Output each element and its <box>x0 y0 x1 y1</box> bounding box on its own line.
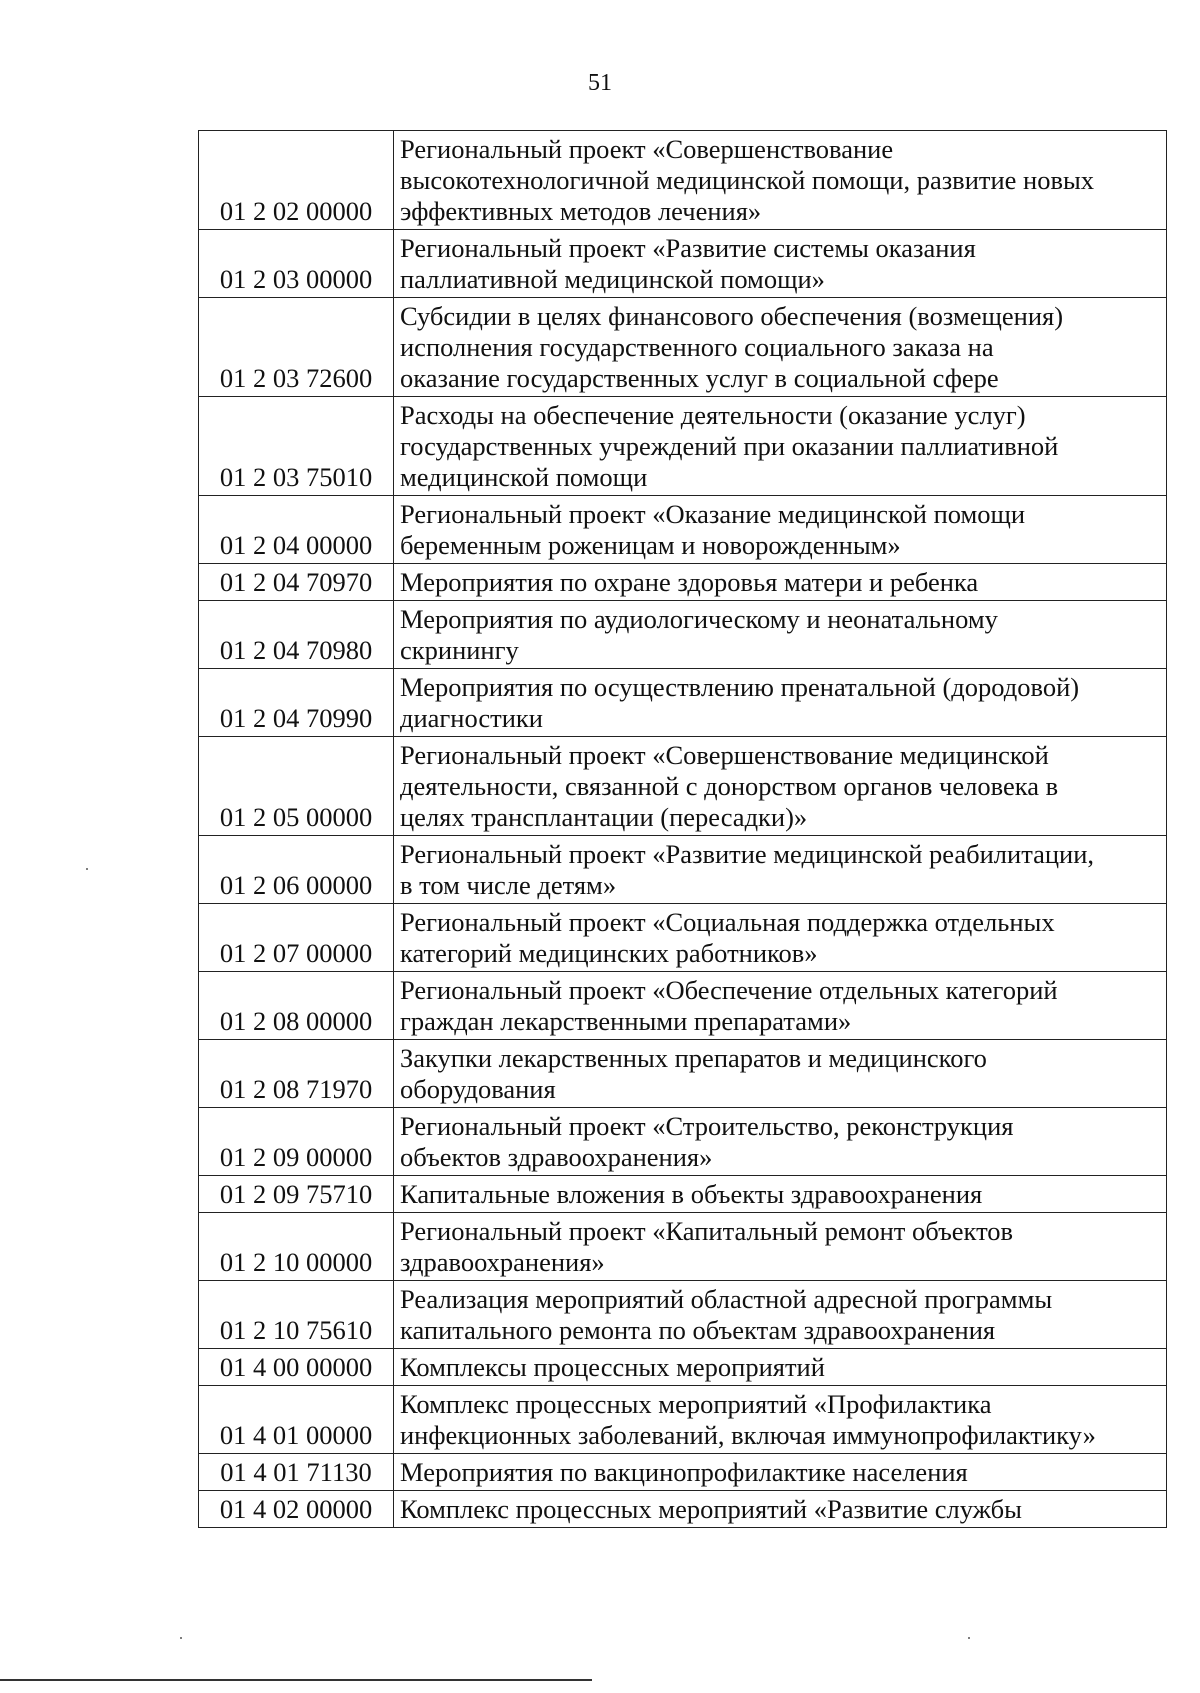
table-row <box>199 669 1167 737</box>
expense-name-cell <box>394 298 1167 397</box>
table-row <box>199 1176 1167 1213</box>
expense-name-line: категорий медицинских работников» <box>400 938 818 968</box>
expense-name-line: Региональный проект «Строительство, реконструкция <box>400 1111 1014 1141</box>
budget-code-cell: 01 2 09 75710 <box>199 1176 394 1213</box>
expense-name-line: Комплекс процессных мероприятий «Развитие службы <box>400 1494 1022 1524</box>
expense-name-line: диагностики <box>400 703 543 733</box>
table-row <box>199 131 1167 230</box>
expense-name-cell <box>394 836 1167 904</box>
expense-name-cell <box>394 737 1167 836</box>
expense-name-line: оборудования <box>400 1074 556 1104</box>
expense-name-line: исполнения государственного социального заказа на <box>400 332 994 362</box>
expense-name-line: инфекционных заболеваний, включая иммунопрофилактику» <box>400 1420 1096 1450</box>
budget-code-cell: 01 2 05 00000 <box>199 737 394 836</box>
budget-code-cell: 01 4 00 00000 <box>199 1349 394 1386</box>
budget-code-cell: 01 2 06 00000 <box>199 836 394 904</box>
expense-name-line: целях трансплантации (пересадки)» <box>400 802 808 832</box>
expense-name-cell <box>394 131 1167 230</box>
expense-name-line: Региональный проект «Социальная поддержка отдельных <box>400 907 1055 937</box>
expense-name-line: паллиативной медицинской помощи» <box>400 264 825 294</box>
expense-name-cell <box>394 972 1167 1040</box>
expense-name-line: Региональный проект «Обеспечение отдельных категорий <box>400 975 1058 1005</box>
expense-name-cell <box>394 1491 1167 1528</box>
expense-name-line: Комплексы процессных мероприятий <box>400 1352 825 1382</box>
expense-name-line: здравоохранения» <box>400 1247 605 1277</box>
expense-name-line: Закупки лекарственных препаратов и медицинского <box>400 1043 987 1073</box>
budget-code-cell: 01 2 03 72600 <box>199 298 394 397</box>
budget-code-cell: 01 2 03 75010 <box>199 397 394 496</box>
expense-name-line: медицинской помощи <box>400 462 648 492</box>
budget-code-cell: 01 2 02 00000 <box>199 131 394 230</box>
table-row <box>199 397 1167 496</box>
expense-name-cell <box>394 1454 1167 1491</box>
expense-name-line: скринингу <box>400 635 519 665</box>
expense-name-line: Региональный проект «Развитие системы оказания <box>400 233 976 263</box>
expense-name-line: Субсидии в целях финансового обеспечения (возмещения) <box>400 301 1064 331</box>
budget-code-cell: 01 2 10 00000 <box>199 1213 394 1281</box>
expense-name-cell <box>394 1213 1167 1281</box>
table-row <box>199 1108 1167 1176</box>
table-row <box>199 564 1167 601</box>
budget-code-cell: 01 4 01 00000 <box>199 1386 394 1454</box>
page-number: 51 <box>588 70 612 96</box>
expense-name-line: эффективных методов лечения» <box>400 196 762 226</box>
expense-name-line: граждан лекарственными препаратами» <box>400 1006 852 1036</box>
expense-name-line: беременным роженицам и новорожденным» <box>400 530 901 560</box>
expense-name-line: Мероприятия по охране здоровья матери и ребенка <box>400 567 979 597</box>
table-body <box>199 131 1167 1528</box>
budget-code-cell: 01 2 08 00000 <box>199 972 394 1040</box>
expense-name-cell <box>394 1040 1167 1108</box>
table-row <box>199 601 1167 669</box>
budget-code-cell: 01 2 10 75610 <box>199 1281 394 1349</box>
table-row <box>199 1386 1167 1454</box>
budget-code-cell: 01 2 03 00000 <box>199 230 394 298</box>
table-row <box>199 1281 1167 1349</box>
expense-name-cell <box>394 230 1167 298</box>
expense-name-line: капитального ремонта по объектам здравоохранения <box>400 1315 996 1345</box>
expense-name-cell <box>394 1176 1167 1213</box>
expense-name-line: Региональный проект «Совершенствование медицинской <box>400 740 1049 770</box>
expense-name-line: Мероприятия по осуществлению пренатальной (дородовой) <box>400 672 1080 702</box>
table-row <box>199 1349 1167 1386</box>
table-row <box>199 1454 1167 1491</box>
expense-name-line: Мероприятия по аудиологическому и неонатальному <box>400 604 998 634</box>
expense-name-line: Мероприятия по вакцинопрофилактике населения <box>400 1457 968 1487</box>
budget-code-cell: 01 2 04 70990 <box>199 669 394 737</box>
scan-speck <box>180 1637 182 1639</box>
expense-name-line: Комплекс процессных мероприятий «Профилактика <box>400 1389 992 1419</box>
budget-code-cell: 01 4 01 71130 <box>199 1454 394 1491</box>
expense-name-line: Реализация мероприятий областной адресной программы <box>400 1284 1053 1314</box>
table-row <box>199 496 1167 564</box>
expense-name-line: оказание государственных услуг в социальной сфере <box>400 363 999 393</box>
expense-name-cell <box>394 564 1167 601</box>
expense-name-cell <box>394 1349 1167 1386</box>
expense-name-line: государственных учреждений при оказании паллиативной <box>400 431 1059 461</box>
expense-name-cell <box>394 496 1167 564</box>
table-row <box>199 972 1167 1040</box>
expense-name-line: Расходы на обеспечение деятельности (оказание услуг) <box>400 400 1026 430</box>
budget-code-cell: 01 2 04 70970 <box>199 564 394 601</box>
table-row <box>199 298 1167 397</box>
table-row <box>199 1213 1167 1281</box>
expense-name-line: объектов здравоохранения» <box>400 1142 713 1172</box>
bottom-rule <box>0 1679 592 1681</box>
table-row <box>199 1491 1167 1528</box>
budget-code-cell: 01 2 04 70980 <box>199 601 394 669</box>
expense-name-line: Региональный проект «Оказание медицинской помощи <box>400 499 1026 529</box>
expense-name-cell <box>394 1386 1167 1454</box>
expense-name-line: в том числе детям» <box>400 870 617 900</box>
scan-speck <box>86 868 88 870</box>
budget-code-cell: 01 2 08 71970 <box>199 1040 394 1108</box>
table-row <box>199 1040 1167 1108</box>
expense-name-line: Региональный проект «Развитие медицинской реабилитации, <box>400 839 1095 869</box>
expense-name-cell <box>394 601 1167 669</box>
expense-name-cell <box>394 669 1167 737</box>
budget-code-cell: 01 2 09 00000 <box>199 1108 394 1176</box>
expense-name-cell <box>394 1108 1167 1176</box>
table-row <box>199 737 1167 836</box>
table-row <box>199 230 1167 298</box>
expense-name-line: Региональный проект «Совершенствование <box>400 134 894 164</box>
budget-classification-table <box>198 130 1167 1528</box>
budget-code-cell: 01 2 07 00000 <box>199 904 394 972</box>
table-row <box>199 904 1167 972</box>
expense-name-cell <box>394 397 1167 496</box>
expense-name-line: Региональный проект «Капитальный ремонт объектов <box>400 1216 1014 1246</box>
scan-speck <box>968 1637 970 1639</box>
expense-name-line: высокотехнологичной медицинской помощи, развитие новых <box>400 165 1095 195</box>
expense-name-line: Капитальные вложения в объекты здравоохранения <box>400 1179 983 1209</box>
expense-name-line: деятельности, связанной с донорством органов человека в <box>400 771 1059 801</box>
budget-code-cell: 01 4 02 00000 <box>199 1491 394 1528</box>
expense-name-cell <box>394 1281 1167 1349</box>
expense-name-cell <box>394 904 1167 972</box>
budget-code-cell: 01 2 04 00000 <box>199 496 394 564</box>
table-row <box>199 836 1167 904</box>
